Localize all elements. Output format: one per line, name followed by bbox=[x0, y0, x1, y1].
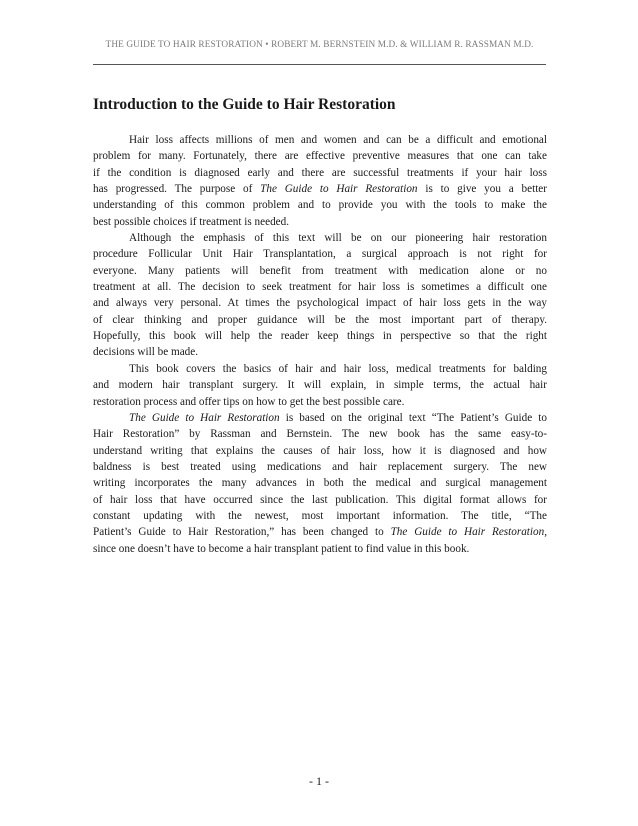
paragraph-line: if the condition is diagnosed early and there are successful treatments if your hair loss bbox=[93, 166, 547, 179]
paragraph-line: understand writing that explains the causes of hair loss, how it is diagnosed and how bbox=[93, 444, 547, 457]
text-run: is to give you a better bbox=[417, 183, 548, 196]
section-title: Introduction to the Guide to Hair Restoration bbox=[93, 96, 396, 113]
paragraph-line: treatment at all. The decision to seek treatment for hair loss is sometimes a difficult one bbox=[93, 281, 547, 294]
text-run: is based on the original text “The Patient’s Guide to bbox=[279, 411, 547, 424]
paragraph-line: restoration process and offer tips on how to get the best possible care. bbox=[93, 395, 405, 408]
paragraph-line: of hair loss that have occurred since the last publication. This digital format allows for bbox=[93, 493, 547, 506]
paragraph-line bbox=[93, 524, 547, 540]
book-title-italic: The Guide to Hair Restoration bbox=[260, 183, 418, 196]
paragraph-line: best possible choices if treatment is needed. bbox=[93, 215, 290, 228]
paragraph-line: Hopefully, this book will help the reader keep things in perspective so that the right bbox=[93, 330, 547, 343]
text-run: has progressed. The purpose of bbox=[93, 183, 261, 196]
book-title-italic: The Guide to Hair Restoration bbox=[129, 411, 280, 424]
paragraph-line: Hair Restoration” by Rassman and Bernstein. The new book has the same easy-to- bbox=[93, 428, 547, 441]
paragraph-line: since one doesn’t have to become a hair transplant patient to find value in this book. bbox=[93, 542, 470, 555]
paragraph-line: This book covers the basics of hair and hair loss, medical treatments for balding bbox=[129, 362, 547, 375]
paragraph-line: problem for many. Fortunately, there are effective preventive measures that one can take bbox=[93, 150, 547, 163]
paragraph-line: baldness is best treated using medications and hair replacement surgery. The new bbox=[93, 460, 547, 473]
paragraph-line: understanding of this common problem and to provide you with the tools to make the bbox=[93, 199, 547, 212]
paragraph-line: Hair loss affects millions of men and women and can be a difficult and emotional bbox=[129, 134, 547, 146]
page-number: - 1 - bbox=[309, 774, 329, 788]
book-title-italic: The Guide to Hair Restoration, bbox=[390, 526, 547, 539]
body-text bbox=[93, 132, 547, 557]
text-run: Patient’s Guide to Hair Restoration,” has been changed to bbox=[93, 526, 391, 539]
paragraph-line: writing incorporates the many advances in both the medical and surgical management bbox=[93, 477, 547, 490]
paragraph-line bbox=[93, 410, 547, 426]
paragraph-line: Although the emphasis of this text will be on our pioneering hair restoration bbox=[129, 232, 547, 245]
running-header: THE GUIDE TO HAIR RESTORATION • ROBERT M. BERNSTEIN M.D. & WILLIAM R. RASSMAN M.D. bbox=[105, 40, 534, 50]
paragraph-line: procedure Follicular Unit Hair Transplantation, a surgical approach is not right for bbox=[93, 248, 547, 261]
header-divider bbox=[93, 64, 546, 65]
paragraph-line: and modern hair transplant surgery. It will explain, in simple terms, the actual hair bbox=[93, 379, 547, 392]
paragraph-line: of clear thinking and proper guidance will be the most important part of therapy. bbox=[93, 313, 547, 326]
paragraph-line bbox=[93, 181, 547, 197]
paragraph-line: constant updating with the newest, most important information. The title, “The bbox=[93, 509, 547, 522]
paragraph-line: everyone. Many patients will benefit from treatment with medication alone or no bbox=[93, 264, 547, 277]
paragraph-line: and always very personal. At times the psychological impact of hair loss gets in the way bbox=[93, 297, 547, 310]
paragraph-line: decisions will be made. bbox=[93, 346, 199, 359]
